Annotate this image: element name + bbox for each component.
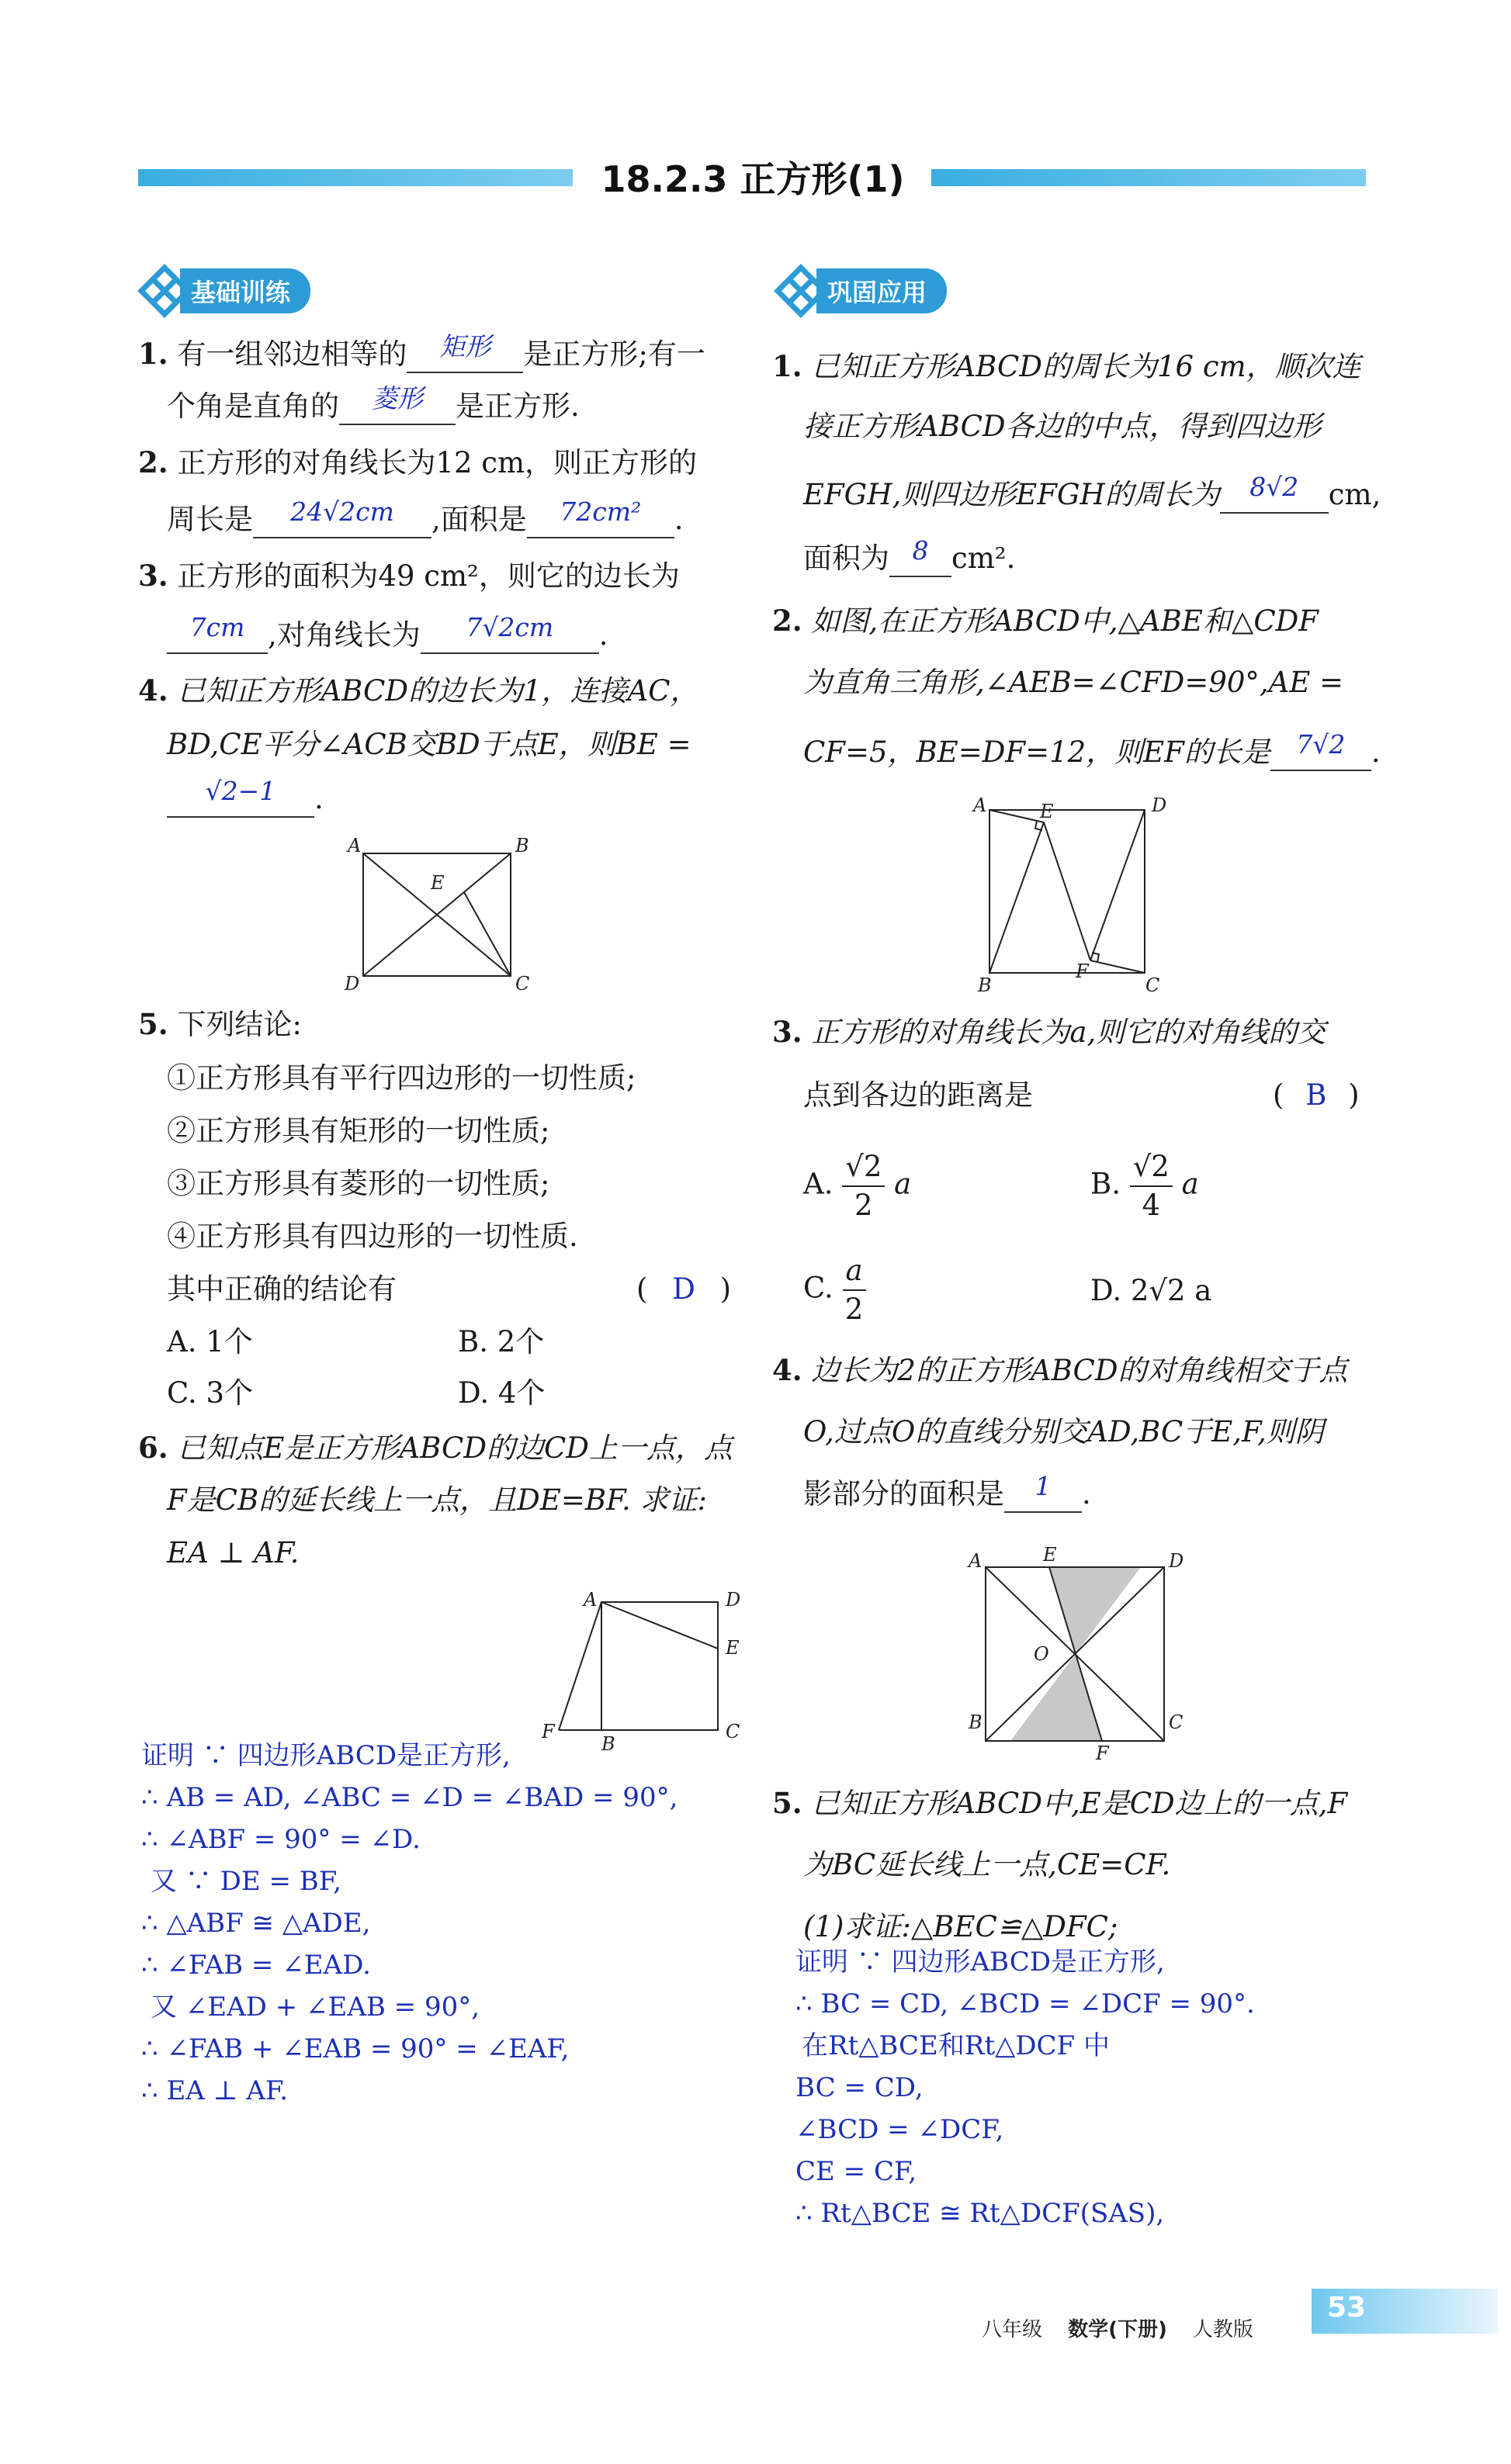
q-text: O,过点O的直线分别交AD,BC于E,F,则阴: [803, 1415, 1324, 1448]
denominator: 2: [844, 1293, 864, 1326]
footer-subject: 数学(下册): [1068, 2318, 1167, 2341]
q-text: EA ⊥ AF.: [167, 1536, 300, 1569]
segment-ae: [989, 810, 1044, 822]
variable: a: [1181, 1167, 1199, 1201]
proof-line: 在Rt△BCE和Rt△DCF 中: [802, 2030, 1110, 2061]
page-title: 18.2.3 正方形(1): [601, 158, 905, 200]
proof-line: ∴ EA ⊥ AF.: [141, 2075, 289, 2106]
right-q2-line3: [803, 729, 1381, 771]
q-text: 已知正方形ABCD的周长为16 cm，顺次连: [811, 350, 1361, 383]
proof-line: ∴ AB = AD, ∠ABC = ∠D = ∠BAD = 90°,: [141, 1782, 678, 1813]
q-num: 4.: [772, 1353, 802, 1387]
section-badge-label: 基础训练: [180, 268, 310, 313]
proof-line: BC = CD,: [795, 2072, 924, 2103]
proof-line: ∴ ∠ABF = 90° = ∠D.: [141, 1824, 421, 1855]
footer-grade: 八年级: [982, 2318, 1043, 2341]
denominator: 2: [854, 1189, 873, 1222]
right-q3-answer-box: ( B ): [1273, 1078, 1360, 1112]
label-a: A: [973, 794, 987, 816]
q-text: ,面积是: [431, 503, 527, 536]
answer: B: [1305, 1078, 1327, 1112]
title-bar-right: [931, 169, 1366, 186]
q-text: 已知点E是正方形ABCD的边CD上一点，点: [177, 1431, 733, 1465]
q-text: 个角是直角的: [167, 389, 339, 423]
right-q5-line2: [803, 1846, 1170, 1884]
left-q5-choice-d: D. 4个: [458, 1376, 546, 1410]
right-q2-figure: [962, 794, 1180, 996]
q-text: 是正方形.: [456, 389, 580, 423]
q-text: 正方形的面积为49 cm²，则它的边长为: [177, 559, 680, 593]
q-text: cm,: [1328, 478, 1381, 511]
answer: 72cm²: [560, 497, 642, 527]
label-a: A: [969, 1550, 982, 1572]
left-q5-choice-c: C. 3个: [167, 1376, 254, 1410]
left-q4-line2: [167, 726, 691, 763]
q-text: 为直角三角形,∠AEB=∠CFD=90°,AE =: [803, 666, 1344, 699]
label-b: B: [978, 974, 992, 996]
left-q5-answer-box: ( D ): [636, 1272, 732, 1306]
q-text: 下列结论:: [177, 1008, 302, 1041]
right-proof: [795, 1941, 1255, 2234]
label-d: D: [1169, 1550, 1184, 1572]
footer-info: [982, 2313, 1253, 2342]
left-q5-opt1: ①正方形具有平行四边形的一切性质;: [167, 1061, 636, 1095]
label-d: D: [726, 1589, 741, 1611]
right-q2-line2: [803, 664, 1343, 701]
label-e: E: [1040, 801, 1054, 822]
answer: 7√2cm: [466, 612, 554, 642]
q-text: .: [314, 782, 324, 815]
left-q1-line2: [167, 383, 580, 425]
left-q3-line1: [138, 557, 680, 595]
label-b: B: [515, 838, 529, 857]
segment-ef: [1044, 822, 1090, 960]
segment-be: [989, 822, 1044, 973]
q-text: 接正方形ABCD各边的中点，得到四边形: [803, 410, 1322, 443]
numerator: √2: [842, 1148, 885, 1187]
q-text: 是正方形;有一: [523, 337, 705, 371]
page-number-bar: [1312, 2289, 1498, 2334]
q-num: 5.: [138, 1007, 168, 1041]
segment-ae: [601, 1602, 718, 1649]
proof-line: 证明 ∵ 四边形ABCD是正方形,: [141, 1740, 511, 1771]
q-text: 影部分的面积是: [803, 1477, 1004, 1511]
left-q4-line1: [138, 672, 699, 710]
left-q6-figure: [535, 1583, 745, 1753]
square: [601, 1602, 718, 1730]
answer: 菱形: [372, 383, 423, 414]
q-num: 2.: [138, 445, 168, 479]
left-proof: [141, 1735, 678, 2112]
segment-df: [1090, 810, 1145, 960]
proof-line: ∠BCD = ∠DCF,: [795, 2114, 1004, 2145]
label-b: B: [969, 1711, 982, 1733]
answer: 8: [912, 535, 929, 566]
label-e: E: [726, 1637, 740, 1659]
proof-line: CE = CF,: [795, 2156, 917, 2187]
answer: 7√2: [1296, 729, 1346, 760]
q-text: 为BC延长线上一点,CE=CF.: [803, 1848, 1171, 1881]
label-c: C: [1145, 974, 1160, 996]
q-text: 如图,在正方形ABCD中,△ABE和△CDF: [811, 604, 1319, 638]
answer: D: [672, 1272, 695, 1306]
right-q1-line3: [803, 472, 1381, 514]
q-num: 1.: [772, 349, 802, 383]
label-a: A: [348, 838, 362, 857]
label-o: O: [1034, 1643, 1049, 1665]
right-q3-line1: [772, 1013, 1326, 1051]
q-text: 边长为2的正方形ABCD的对角线相交于点: [811, 1354, 1348, 1387]
label-d: D: [345, 973, 360, 993]
label-e: E: [431, 872, 445, 894]
left-q5-choice-a: A. 1个: [167, 1325, 253, 1358]
proof-line: ∴ Rt△BCE ≅ Rt△DCF(SAS),: [795, 2198, 1165, 2229]
answer: 7cm: [189, 612, 245, 642]
choice-letter: C.: [803, 1271, 833, 1305]
q-num: 6.: [138, 1431, 168, 1465]
answer: 8√2: [1249, 472, 1299, 502]
q-text: cm².: [951, 542, 1016, 575]
q-text: .: [1082, 1477, 1091, 1511]
q-text: F是CB的延长线上一点，且DE=BF. 求证:: [167, 1483, 707, 1517]
left-q5-opt4: ④正方形具有四边形的一切性质.: [167, 1220, 578, 1253]
right-q4-line2: [803, 1414, 1324, 1451]
footer-edition: 人教版: [1192, 2318, 1253, 2341]
label-d: D: [1152, 794, 1167, 816]
left-q6-line3: [167, 1535, 299, 1572]
answer: 1: [1034, 1471, 1052, 1501]
right-q2-line1: [772, 602, 1319, 640]
q-text: EFGH,则四边形EFGH的周长为: [803, 478, 1220, 511]
q-num: 4.: [138, 673, 168, 708]
q-text: BD,CE平分∠ACB交BD于点E，则BE =: [167, 728, 691, 761]
q-text: 有一组邻边相等的: [177, 337, 407, 371]
proof-line: ∴ △ABF ≅ △ADE,: [141, 1908, 371, 1939]
label-b: B: [601, 1733, 615, 1753]
right-q1-line1: [772, 348, 1361, 386]
label-c: C: [1169, 1711, 1184, 1733]
answer: 24√2cm: [290, 497, 394, 527]
label-f: F: [1096, 1742, 1109, 1761]
variable: a: [894, 1167, 912, 1201]
left-q6-line1: [138, 1429, 733, 1467]
choice-letter: B.: [1090, 1167, 1121, 1201]
left-q4-figure: [341, 838, 543, 993]
title-bar-left: [138, 169, 573, 186]
right-q5-line1: [772, 1784, 1347, 1822]
right-q4-line1: [772, 1351, 1348, 1389]
q-text: (1)求证:△BEC≌△DFC;: [803, 1910, 1118, 1943]
q-text: 周长是: [167, 503, 253, 536]
bisector-ce: [464, 892, 511, 976]
section-badge-label: 巩固应用: [816, 268, 947, 313]
proof-line: 又 ∵ DE = BF,: [151, 1866, 341, 1897]
q-num: 1.: [138, 337, 168, 371]
left-q2-line2: [167, 497, 684, 538]
q-num: 2.: [772, 604, 802, 638]
q-text: 面积为: [803, 542, 889, 575]
q-text: .: [598, 618, 608, 652]
segment-cf: [1090, 960, 1145, 973]
right-q4-figure: [962, 1544, 1187, 1761]
q-text: 正方形的对角线长为12 cm，则正方形的: [177, 446, 698, 479]
left-q5-ask: [167, 1271, 397, 1308]
q-text: CF=5，BE=DF=12，则EF的长是: [803, 735, 1270, 769]
answer: √2−1: [205, 776, 276, 806]
right-q4-line3: [803, 1471, 1091, 1513]
section-badge-basic: [133, 268, 310, 313]
q-text: 已知正方形ABCD中,E是CD边上的一点,F: [811, 1787, 1348, 1820]
q-text: 点到各边的距离是: [803, 1078, 1033, 1112]
q-text: .: [674, 503, 684, 536]
numerator: √2: [1130, 1148, 1173, 1187]
left-q5-line1: [138, 1005, 302, 1043]
answer: 矩形: [439, 331, 491, 362]
right-q3-choice-d: D. 2√2 a: [1090, 1274, 1212, 1307]
left-q5-opt3: ③正方形具有菱形的一切性质;: [167, 1167, 550, 1200]
q-num: 5.: [772, 1786, 802, 1820]
right-q3-line2: [803, 1077, 1033, 1114]
right-q5-line3: [803, 1909, 1118, 1946]
proof-line: 又 ∠EAD + ∠EAB = 90°,: [151, 1992, 480, 2023]
numerator: a: [843, 1252, 866, 1291]
q-num: 3.: [138, 559, 168, 593]
proof-line: ∴ ∠FAB = ∠EAD.: [141, 1950, 371, 1981]
left-q2-line1: [138, 444, 697, 482]
label-a: A: [584, 1589, 598, 1611]
q-text: ,对角线长为: [268, 618, 421, 652]
choice-letter: A.: [803, 1167, 833, 1201]
label-f: F: [542, 1721, 555, 1742]
right-q3-choice-a: [803, 1148, 911, 1226]
segment-af: [559, 1602, 601, 1730]
left-q4-line3: [167, 776, 324, 818]
q-num: 3.: [772, 1015, 802, 1049]
left-q5-opt2: ②正方形具有矩形的一切性质;: [167, 1114, 550, 1147]
proof-line: ∴ BC = CD, ∠BCD = ∠DCF = 90°.: [795, 1988, 1255, 2019]
page-number: 53: [1327, 2292, 1367, 2324]
section-badge-apply: [770, 268, 947, 313]
left-q1-line1: [138, 331, 705, 373]
proof-line: ∴ ∠FAB + ∠EAB = 90° = ∠EAF,: [141, 2033, 570, 2064]
denominator: 4: [1142, 1189, 1161, 1222]
q-text: 正方形的对角线长为a,则它的对角线的交: [811, 1016, 1326, 1049]
q-text: 已知正方形ABCD的边长为1，连接AC，: [177, 674, 699, 708]
q-text: 其中正确的结论有: [167, 1272, 397, 1306]
right-q3-choice-c: [803, 1252, 866, 1330]
q-text: .: [1371, 735, 1381, 769]
right-q1-line4: [803, 535, 1016, 577]
left-q3-line2: [167, 612, 608, 654]
label-c: C: [515, 973, 530, 993]
label-e: E: [1043, 1544, 1057, 1566]
label-f: F: [1076, 960, 1089, 982]
right-q1-line2: [803, 408, 1322, 445]
label-c: C: [726, 1721, 740, 1742]
left-q6-line2: [167, 1482, 707, 1519]
right-q3-choice-b: [1090, 1148, 1199, 1226]
left-q5-choice-b: B. 2个: [458, 1325, 545, 1358]
proof-line: 证明 ∵ 四边形ABCD是正方形,: [795, 1947, 1165, 1978]
